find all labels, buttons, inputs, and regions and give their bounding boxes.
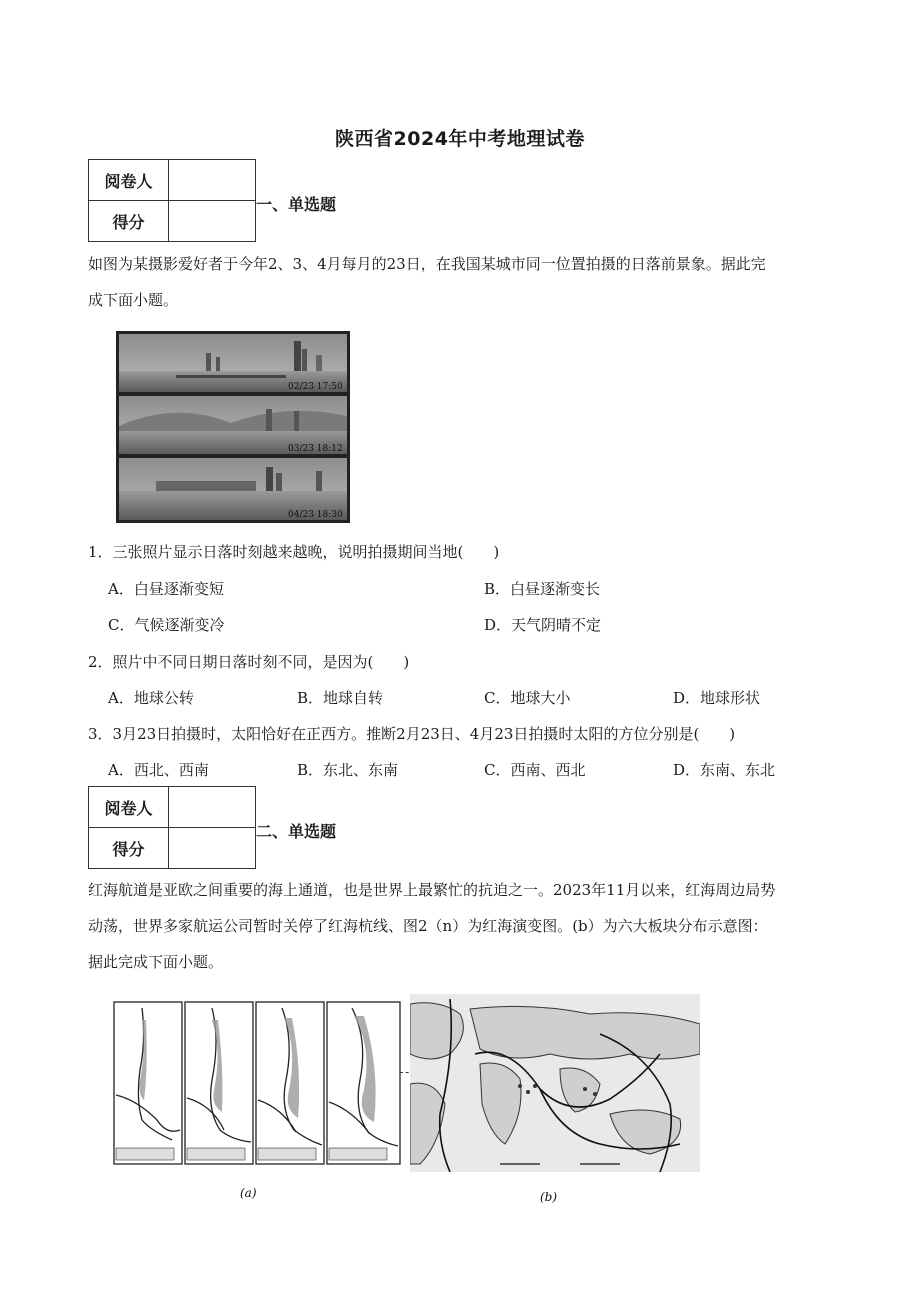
score-cell <box>169 828 256 869</box>
figure-a-label: (a) <box>240 1186 257 1200</box>
figure-b-label: (b) <box>540 1190 558 1204</box>
photo-stamp: 04/23 18:30 <box>288 510 343 520</box>
page-title: 陕西省2024年中考地理试卷 <box>335 128 585 150</box>
reader-cell <box>169 160 256 201</box>
q3-option-d: D．东南、东北 <box>673 761 776 779</box>
q3-option-a: A．西北、西南 <box>108 761 209 779</box>
question-1: 1．三张照片显示日落时刻越来越晚，说明拍摄期间当地( ) <box>88 543 500 561</box>
question-2: 2．照片中不同日期日落时刻不同，是因为( ) <box>88 653 410 671</box>
q1-option-d: D．天气阴晴不定 <box>484 616 602 634</box>
question-3: 3．3月23日拍摄时，太阳恰好在正西方。推断2月23日、4月23日拍摄时太阳的方位分别是( ) <box>88 725 736 743</box>
q2-option-d: D．地球形状 <box>673 689 761 707</box>
photo-apr <box>119 458 347 520</box>
grader-table-1 <box>88 159 256 242</box>
reader-label: 阅卷人 <box>89 787 169 828</box>
figure-a <box>112 1000 402 1168</box>
figure-b <box>410 994 700 1172</box>
intro-line: 成下面小题。 <box>88 291 179 309</box>
grader-table-2 <box>88 786 256 869</box>
photo-stamp: 03/23 18:12 <box>288 444 343 454</box>
q2-option-b: B．地球自转 <box>297 689 384 707</box>
section2-intro <box>88 872 868 980</box>
sunset-photos <box>116 331 350 523</box>
q3-option-b: B．东北、东南 <box>297 761 399 779</box>
section-heading-1: 一、单选题 <box>256 195 337 214</box>
q2-option-c: C．地球大小 <box>484 689 571 707</box>
reader-label: 阅卷人 <box>89 160 169 201</box>
section1-intro <box>88 246 868 318</box>
q1-option-b: B．白昼逐渐变长 <box>484 580 601 598</box>
score-cell <box>169 201 256 242</box>
photo-mar <box>119 396 347 454</box>
q1-option-c: C．气候逐渐变冷 <box>108 616 225 634</box>
tectonic-plates-map <box>410 994 700 1172</box>
reader-cell <box>169 787 256 828</box>
intro-line: 红海航道是亚欧之间重要的海上通道，也是世界上最繁忙的抗迫之一。2023年11月以来，红海周边局势 <box>88 881 776 899</box>
q3-option-c: C．西南、西北 <box>484 761 586 779</box>
photo-feb <box>119 334 347 392</box>
q2-option-a: A．地球公转 <box>108 689 194 707</box>
sunset-photo-strip <box>116 331 350 523</box>
intro-line: 如图为某摄影爱好者于今年2、3、4月每月的23日，在我国某城市同一位置拍摄的日落前景象。据此完 <box>88 255 766 273</box>
red-sea-evolution-map <box>112 1000 402 1168</box>
score-label: 得分 <box>89 201 169 242</box>
score-label: 得分 <box>89 828 169 869</box>
intro-line: 动荡，世界多家航运公司暂时关停了红海杭线、图2（n）为红海演变图。(b）为六大板块分布示意图： <box>88 917 768 935</box>
intro-line: 据此完成下面小题。 <box>88 953 224 971</box>
section-heading-2: 二、单选题 <box>256 822 337 841</box>
q1-option-a: A．白昼逐渐变短 <box>108 580 224 598</box>
photo-stamp: 02/23 17:50 <box>288 382 343 392</box>
